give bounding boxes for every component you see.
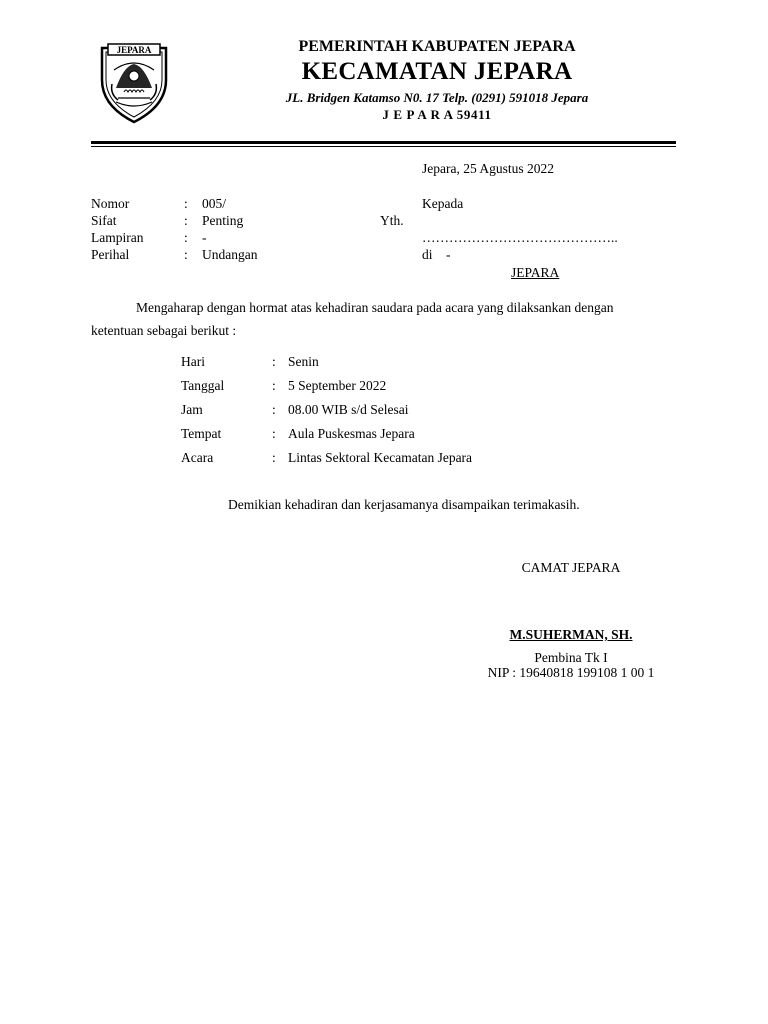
- detail-colon: :: [272, 378, 276, 393]
- detail-colon: :: [272, 402, 276, 417]
- detail-value: Senin: [288, 354, 319, 369]
- signature-name: M.SUHERMAN, SH.: [509, 627, 633, 642]
- detail-colon: :: [272, 426, 276, 441]
- kop-divider-thick: [91, 141, 676, 144]
- signature-nip: NIP : 19640818 199108 1 00 1: [487, 665, 655, 680]
- body-paragraph-line1: Mengaharap dengan hormat atas kehadiran saudara pada acara yang dilaksankan dengan: [136, 300, 614, 315]
- meta-label: Sifat: [91, 213, 117, 228]
- signature-title: CAMAT JEPARA: [521, 560, 621, 575]
- detail-value: Lintas Sektoral Kecamatan Jepara: [288, 450, 473, 465]
- meta-colon: :: [184, 196, 188, 211]
- detail-label: Acara: [181, 450, 214, 465]
- logo-text: JEPARA: [116, 45, 152, 55]
- kop-alamat: JL. Bridgen Katamso N0. 17 Telp. (0291) 591018 Jepara: [285, 90, 589, 105]
- detail-label: Jam: [181, 402, 203, 417]
- recipient-di: di -: [422, 247, 451, 262]
- kop-kota: J E P A R A 59411: [382, 107, 492, 122]
- meta-label: Nomor: [91, 196, 130, 211]
- kop-pemerintah: PEMERINTAH KABUPATEN JEPARA: [298, 38, 576, 55]
- kop-kecamatan: KECAMATAN JEPARA: [301, 58, 573, 85]
- detail-label: Tempat: [181, 426, 222, 441]
- meta-value: -: [202, 230, 207, 245]
- meta-colon: :: [184, 213, 188, 228]
- meta-value: 005/: [202, 196, 227, 211]
- detail-colon: :: [272, 354, 276, 369]
- recipient-yth: Yth.: [380, 213, 404, 228]
- recipient-kepada: Kepada: [422, 196, 464, 211]
- detail-value: Aula Puskesmas Jepara: [288, 426, 415, 441]
- detail-value: 5 September 2022: [288, 378, 387, 393]
- meta-label: Perihal: [91, 247, 130, 262]
- detail-colon: :: [272, 450, 276, 465]
- kop-divider-thin: [91, 146, 676, 147]
- closing-sentence: Demikian kehadiran dan kerjasamanya disampaikan terimakasih.: [228, 497, 580, 512]
- meta-label: Lampiran: [91, 230, 144, 245]
- signature-rank: Pembina Tk I: [534, 650, 608, 665]
- recipient-city: JEPARA: [511, 265, 560, 280]
- detail-label: Hari: [181, 354, 205, 369]
- meta-colon: :: [184, 230, 188, 245]
- body-paragraph-line2: ketentuan sebagai berikut :: [91, 323, 237, 338]
- detail-label: Tanggal: [181, 378, 225, 393]
- meta-value: Undangan: [202, 247, 258, 262]
- meta-value: Penting: [202, 213, 244, 228]
- recipient-dots: ……………………………………..: [422, 230, 618, 245]
- meta-colon: :: [184, 247, 188, 262]
- place-date: Jepara, 25 Agustus 2022: [422, 161, 554, 176]
- detail-value: 08.00 WIB s/d Selesai: [288, 402, 409, 417]
